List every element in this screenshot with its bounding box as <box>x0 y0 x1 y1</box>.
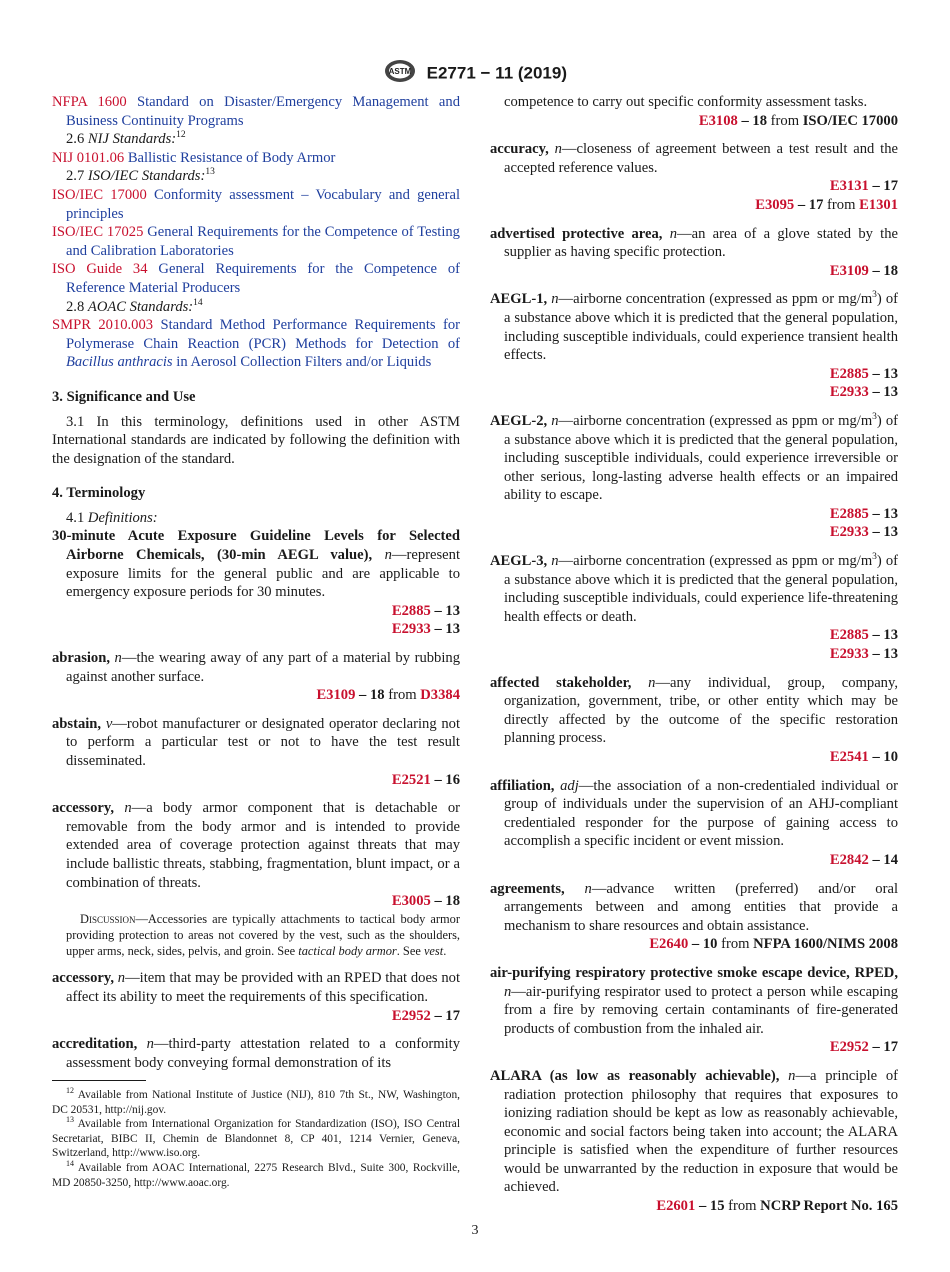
term-aegl-3: AEGL-3, n—airborne concentration (expressed as ppm or $mg/m^3$) of a substance above which it is predicted that the general population, including susceptible individuals, could experience life-threatening health effects or death. <box>490 552 898 625</box>
section-2-7: 2.7 ISO/IEC Standards:$^{13}$ <box>66 167 215 185</box>
ref-title[interactable]: Conformity assessment – Vocabulary and general principles <box>66 186 461 222</box>
ref-title[interactable]: General Requirements for the Competence of Testing and Calibration Laboratories <box>66 224 460 259</box>
term-source: E2842 – 14 <box>829 851 898 868</box>
term-accessory-2: accessory, n—item that may be provided with an RPED that does not affect its ability to meet the requirements of this specification. <box>52 970 460 1005</box>
ref-title[interactable]: Standard Method Performance Requirements for Polymerase Chain Reaction (PCR) Methods for Detection of Bacillus anthracis in Aerosol Collection Filters and/or Liquids <box>66 317 460 371</box>
section-4-heading: 4. Terminology <box>52 485 146 502</box>
ref-code[interactable]: ISO/IEC 17025 <box>52 224 144 241</box>
term-affiliation: affiliation, adj—the association of a non-credentialed individual or group of individuals under the supervision of an AHJ-compliant credentialed responder for the purpose of gaining access to accomplish a specific incident or event mission. <box>490 777 898 850</box>
ref-title[interactable]: General Requirements for the Competence of Reference Material Producers <box>66 261 460 296</box>
term-source: E2640 – 10 from NFPA 1600/NIMS 2008 <box>649 936 898 953</box>
right-column <box>490 93 898 1216</box>
section-3-heading: 3. Significance and Use <box>52 388 196 405</box>
term-source: E2952 – 17 <box>391 1007 460 1024</box>
page-header <box>0 58 950 90</box>
term-30min-aegl: 30-minute Acute Exposure Guideline Levels for Selected Airborne Chemicals, (30-min AEGL value), n—represent exposure limits for the general public and are applicable to emergency exposure periods for 30 minutes. <box>52 528 460 601</box>
term-aegl-1: AEGL-1, n—airborne concentration (expressed as ppm or $mg/m^3$) of a substance above which it is predicted that the general population, including susceptible individuals, could experience transient health effects. <box>490 290 898 364</box>
ref-code[interactable]: ISO Guide 34 <box>52 261 148 278</box>
ref-code[interactable]: NFPA 1600 <box>52 94 127 110</box>
svg-text:ASTM: ASTM <box>388 67 412 76</box>
term-source: E2933 – 13 <box>391 621 460 638</box>
ref-iso-17025 <box>52 223 460 260</box>
term-source: E3131 – 17 <box>829 178 898 195</box>
term-source: E2601 – 15 from NCRP Report No. 165 <box>656 1198 898 1215</box>
ref-iso-17000 <box>52 186 460 223</box>
term-accreditation: accreditation, n—third-party attestation related to a conformity assessment body conveying formal demonstration of its <box>52 1036 460 1071</box>
term-source: E3005 – 18 <box>391 893 460 910</box>
term-air-purifying-rped: air-purifying respiratory protective smoke escape device, RPED, n—air-purifying respirator used to protect a person while escaping from a fire by removing certain contaminants of fire-generated products of combustion from the inhaled air. <box>490 964 898 1037</box>
footnote-14: $^{14}$ Available from AOAC International, 2275 Research Blvd., Suite 300, Rockville, MD 20850-3250, http://www.aoac.org. <box>52 1159 460 1189</box>
term-source: E2521 – 16 <box>391 771 460 788</box>
footnote-rule <box>52 1080 146 1081</box>
term-source: E2541 – 10 <box>829 749 898 765</box>
term-source: E2885 – 13 <box>829 365 898 382</box>
ref-code[interactable]: NIJ 0101.06 <box>52 149 125 166</box>
ref-smpr <box>52 316 460 372</box>
left-column <box>52 93 460 1072</box>
term-source: E3108 – 18 from ISO/IEC 17000 <box>698 112 898 129</box>
term-abstain: abstain, v—robot manufacturer or designated operator declaring not to perform a particular test or not to have the test result disseminated. <box>52 715 460 769</box>
astm-logo <box>383 58 417 90</box>
section-4-1: 4.1 Definitions: <box>66 509 158 526</box>
term-source: E3095 – 17 from E1301 <box>755 196 898 213</box>
term-source: E2933 – 13 <box>829 384 898 401</box>
designation: E2771 − 11 (2019) <box>426 63 568 83</box>
footnote-12: $^{12}$ Available from National Institute of Justice (NIJ), 810 7th St., NW, Washington, DC 20531, http://nij.gov. <box>52 1086 460 1116</box>
term-accessory-1: accessory, n—a body armor component that is detachable or removable from the body armor and is intended to provide extended area of coverage protection against threats that may include ballistic threats, stabbing, fragmentation, blunt impact, or a combination of threats. <box>52 800 460 891</box>
ref-code[interactable]: ISO/IEC 17000 <box>52 186 147 203</box>
term-source: E2885 – 13 <box>829 505 898 522</box>
ref-nij <box>52 149 460 168</box>
discussion-note: Discussion—Accessories are typically attachments to tactical body armor providing protection to areas not covered by the vest, such as the shoulders, upper arms, neck, sides, pelvis, and groin. See tactical body armor. See vest. <box>66 911 460 959</box>
term-alara: ALARA (as low as reasonably achievable), n—a principle of radiation protection philosophy that requires that exposures to ionizing radiation should be kept as low as reasonably achievable, economic and social factors being taken into account; the ALARA principle is satisfied when the expenditure of further resources would be unwarranted by the reduction in exposure that would be achieved. <box>490 1067 898 1196</box>
term-accuracy: accuracy, n—closeness of agreement between a test result and the accepted reference values. <box>490 141 899 176</box>
term-source: E2933 – 13 <box>829 524 898 541</box>
term-source: E2885 – 13 <box>391 602 460 619</box>
term-abrasion: abrasion, n—the wearing away of any part of a material by rubbing against another surface. <box>52 650 460 685</box>
section-3-1: 3.1 In this terminology, definitions used in other ASTM International standards are indicated by following the definition with the designation of the standard. <box>52 413 460 467</box>
term-source: E3109 – 18 from D3384 <box>316 687 460 704</box>
ref-iso-guide-34 <box>52 260 460 297</box>
term-source: E2933 – 13 <box>829 646 898 663</box>
ref-nfpa-1600 <box>52 93 460 130</box>
term-advertised-protective-area: advertised protective area, n—an area of a glove stated by the supplier as having specific protection. <box>490 225 898 261</box>
section-2-6: 2.6 NIJ Standards:$^{12}$ <box>66 130 186 148</box>
term-affected-stakeholder: affected stakeholder, n—any individual, group, company, organization, government, tribe, or other entity which may be directly affected by the outcome of the specific restoration planning process. <box>490 674 898 747</box>
ref-title[interactable]: Ballistic Resistance of Body Armor <box>127 149 336 166</box>
page-number: 3 <box>471 1223 479 1238</box>
term-source: E3109 – 18 <box>829 262 898 279</box>
term-agreements: agreements, n—advance written (preferred) and/or oral arrangements between and among entities that provide a mechanism to share resources and obtain assistance. <box>490 880 898 934</box>
term-accreditation-cont: competence to carry out specific conformity assessment tasks. <box>504 94 868 110</box>
section-2-8: 2.8 AOAC Standards:$^{14}$ <box>66 297 203 315</box>
ref-code[interactable]: SMPR 2010.003 <box>52 317 154 334</box>
term-source: E2885 – 13 <box>829 627 898 644</box>
term-source: E2952 – 17 <box>829 1039 898 1056</box>
ref-title[interactable]: Standard on Disaster/Emergency Management and Business Continuity Programs <box>66 94 460 129</box>
footnotes <box>52 1088 460 1190</box>
footnote-13: $^{13}$ Available from International Organization for Standardization (ISO), ISO Central Secretariat, BIBC II, Chemin de Blandonnet 8, CP 401, 1214 Vernier, Geneva, Switzerland, http://www.iso.org. <box>52 1115 461 1160</box>
term-aegl-2: AEGL-2, n—airborne concentration (expressed as ppm or $mg/m^3$) of a substance above which it is predicted that the general population, including susceptible individuals, could experience irreversible or other serious, long-lasting adverse health effects or an impaired ability to escape. <box>490 412 898 504</box>
